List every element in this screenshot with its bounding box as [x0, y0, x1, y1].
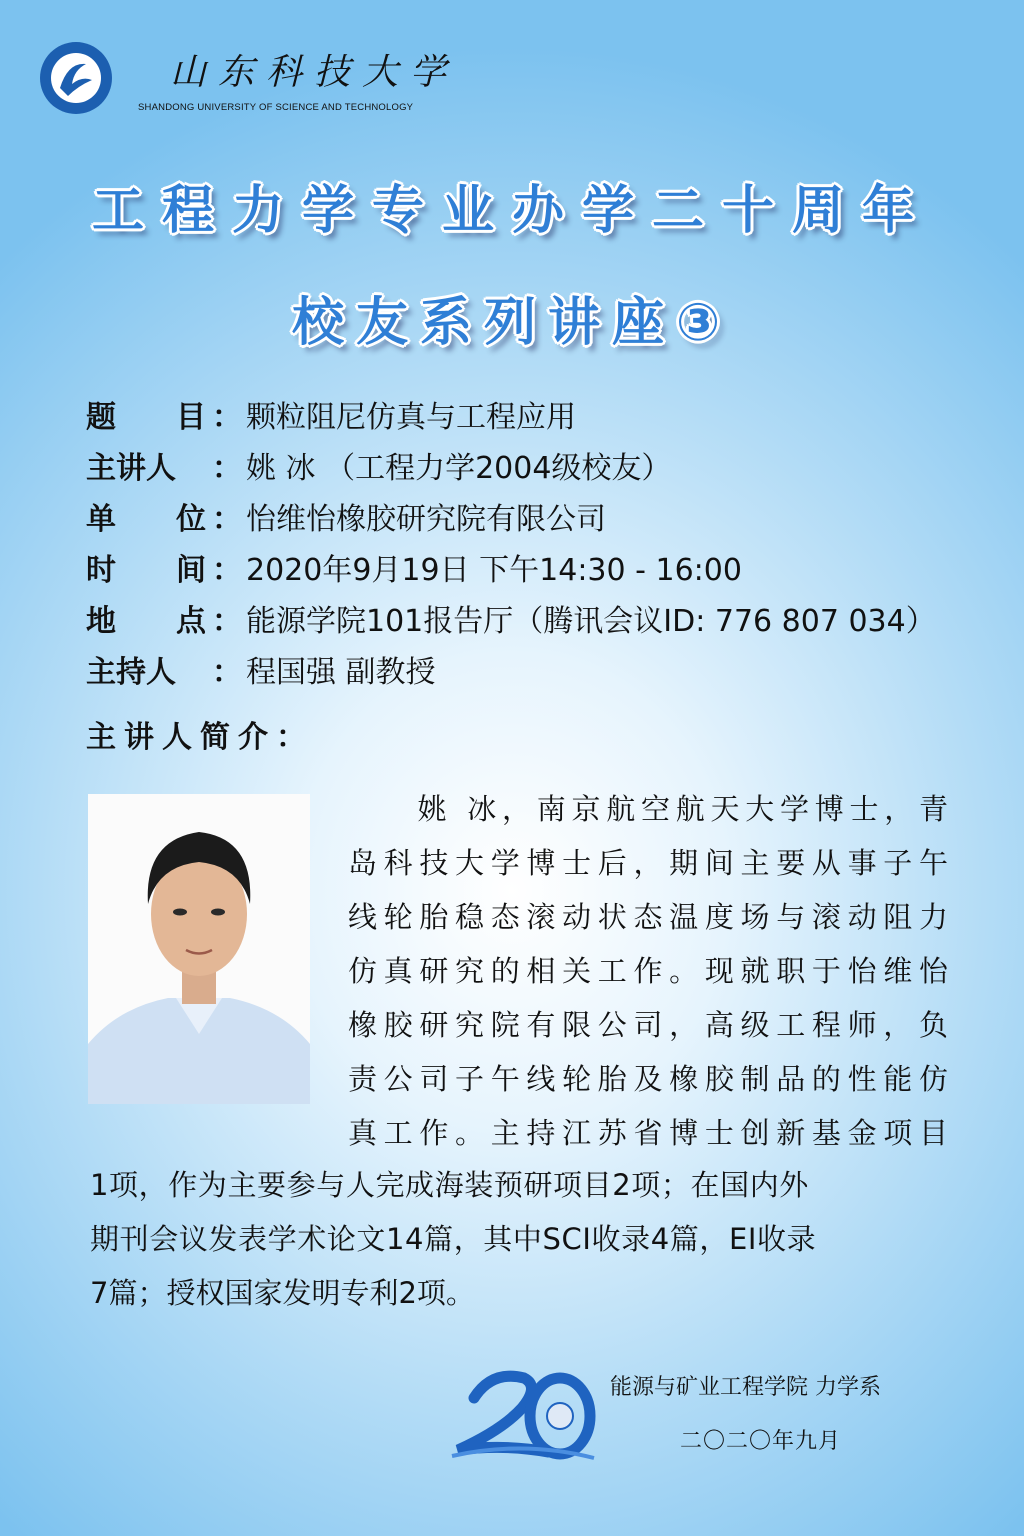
bio-line: 1项，作为主要参与人完成海装预研项目2项；在国内外 — [90, 1168, 809, 1202]
lecture-location: 能源学院101报告厅（腾讯会议ID: 776 807 034） — [246, 603, 936, 639]
university-name-en: SHANDONG UNIVERSITY OF SCIENCE AND TECHNOLOGY — [138, 102, 414, 113]
info-label: 题 目 — [86, 399, 206, 435]
university-header — [38, 40, 458, 120]
speaker-bio-wrapped — [348, 782, 948, 1160]
lecture-info — [86, 388, 1006, 694]
speaker-bio-full-width — [90, 1158, 948, 1320]
bio-line: 岛科技大学博士后，期间主要从事子午 — [348, 846, 948, 880]
bio-line: 姚 冰，南京航空航天大学博士，青 — [348, 792, 948, 826]
poster-title: 工程力学专业办学二十周年 — [91, 181, 932, 241]
university-name-cn: 山东科技大学 — [170, 52, 459, 93]
info-label: 主持人 — [86, 654, 176, 690]
bio-line: 橡胶研究院有限公司，高级工程师，负 — [348, 1008, 948, 1042]
lecture-speaker: 姚 冰 （工程力学2004级校友） — [246, 450, 672, 486]
speaker-intro-heading: 主讲人简介： — [86, 720, 314, 755]
info-label: 主讲人 — [86, 450, 176, 486]
bio-line: 真工作。主持江苏省博士创新基金项目 — [348, 1116, 948, 1150]
info-row-host: 主持人 ： 程国强 副教授 — [86, 643, 1006, 694]
bio-line-last: 7篇；授权国家发明专利2项。 — [90, 1276, 475, 1310]
bio-line: 责公司子午线轮胎及橡胶制品的性能仿 — [348, 1062, 948, 1096]
footer-department: 能源与矿业工程学院 力学系 — [610, 1375, 881, 1400]
info-label: 地 点 — [86, 603, 206, 639]
poster-subtitle: 校友系列讲座③ — [291, 293, 733, 353]
bio-line: 仿真研究的相关工作。现就职于怡维怡 — [348, 954, 948, 988]
info-row-time: 时 间 ： 2020年9月19日 下午14:30 - 16:00 — [86, 541, 1006, 592]
info-label: 时 间 — [86, 552, 206, 588]
twentieth-anniversary-emblem-icon — [444, 1360, 604, 1464]
university-logo-icon — [38, 40, 114, 116]
speaker-organization: 怡维怡橡胶研究院有限公司 — [246, 501, 606, 537]
lecture-host: 程国强 副教授 — [246, 654, 436, 690]
info-label: 单 位 — [86, 501, 206, 537]
info-row-location: 地 点 ： 能源学院101报告厅（腾讯会议ID: 776 807 034） — [86, 592, 1006, 643]
info-row-speaker: 主讲人 ： 姚 冰 （工程力学2004级校友） — [86, 439, 1006, 490]
lecture-time: 2020年9月19日 下午14:30 - 16:00 — [246, 552, 742, 588]
bio-line: 期刊会议发表学术论文14篇，其中SCI收录4篇，EI收录 — [90, 1222, 817, 1256]
footer-date: 二〇二〇年九月 — [680, 1429, 842, 1454]
speaker-photo — [88, 794, 310, 1104]
lecture-topic: 颗粒阻尼仿真与工程应用 — [246, 399, 576, 435]
info-row-topic: 题 目 ： 颗粒阻尼仿真与工程应用 — [86, 388, 1006, 439]
bio-line: 线轮胎稳态滚动状态温度场与滚动阻力 — [348, 900, 948, 934]
info-row-organization: 单 位 ： 怡维怡橡胶研究院有限公司 — [86, 490, 1006, 541]
